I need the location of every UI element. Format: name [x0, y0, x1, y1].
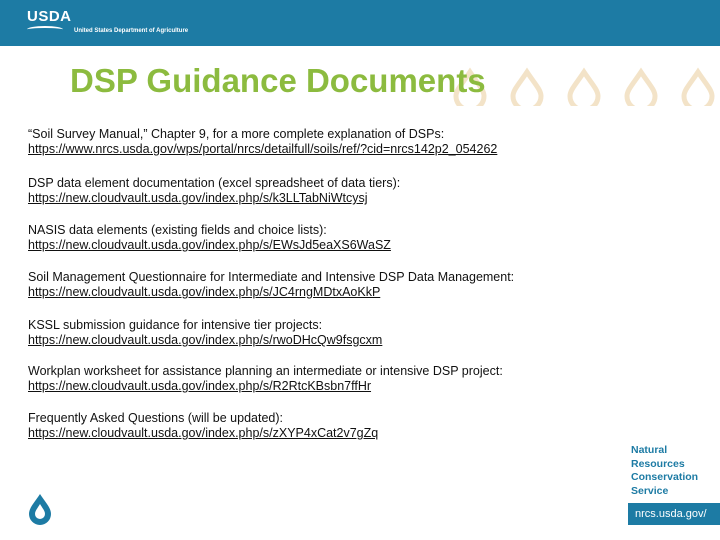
nrcs-name-line: Resources: [631, 457, 685, 470]
document-description: KSSL submission guidance for intensive tier projects:: [28, 318, 323, 332]
document-description: “Soil Survey Manual,” Chapter 9, for a more complete explanation of DSPs:: [28, 127, 445, 141]
list-item: [28, 270, 514, 300]
usda-logo-text: USDA: [27, 8, 72, 25]
usda-logo: [27, 8, 72, 25]
water-drop-icon: [26, 492, 54, 526]
document-link[interactable]: https://new.cloudvault.usda.gov/index.php/s/zXYP4xCat2v7gZq: [28, 426, 379, 440]
nrcs-name-line: Natural: [631, 444, 668, 456]
document-link[interactable]: https://new.cloudvault.usda.gov/index.php/s/k3LLTabNiWtcysj: [28, 191, 368, 205]
nrcs-name-block: [631, 444, 720, 498]
list-item: [28, 318, 382, 348]
document-link[interactable]: https://new.cloudvault.usda.gov/index.php/s/R2RtcKBsbn7ffHr: [28, 379, 372, 393]
document-description: Frequently Asked Questions (will be updated):: [28, 411, 283, 425]
list-item: [28, 364, 503, 394]
list-item: [28, 127, 497, 157]
usda-logo-swoosh: [27, 26, 63, 33]
list-item: [28, 223, 391, 253]
nrcs-name-line: Service: [631, 484, 669, 497]
document-link[interactable]: https://www.nrcs.usda.gov/wps/portal/nrcs/detailfull/soils/ref/?cid=nrcs142p2_054262: [28, 142, 498, 156]
nrcs-url-badge[interactable]: nrcs.usda.gov/: [628, 503, 720, 525]
agency-name: United States Department of Agriculture: [74, 28, 189, 34]
nrcs-name-line: Conservation: [631, 471, 699, 483]
usda-header-banner: [0, 0, 720, 46]
document-link[interactable]: https://new.cloudvault.usda.gov/index.php/s/EWsJd5eaXS6WaSZ: [28, 238, 391, 252]
list-item: [28, 411, 378, 441]
page-title: DSP Guidance Documents: [70, 62, 486, 99]
document-description: DSP data element documentation (excel spreadsheet of data tiers):: [28, 176, 401, 190]
document-description: Workplan worksheet for assistance planning an intermediate or intensive DSP project:: [28, 364, 503, 378]
document-link[interactable]: https://new.cloudvault.usda.gov/index.php/s/rwoDHcQw9fsgcxm: [28, 333, 383, 347]
list-item: [28, 176, 400, 206]
document-description: Soil Management Questionnaire for Intermediate and Intensive DSP Data Management:: [28, 270, 515, 284]
footer-drop-decoration: [26, 492, 54, 531]
document-description: NASIS data elements (existing fields and choice lists):: [28, 223, 327, 237]
document-link[interactable]: https://new.cloudvault.usda.gov/index.php/s/JC4rngMDtxAoKkP: [28, 285, 381, 299]
